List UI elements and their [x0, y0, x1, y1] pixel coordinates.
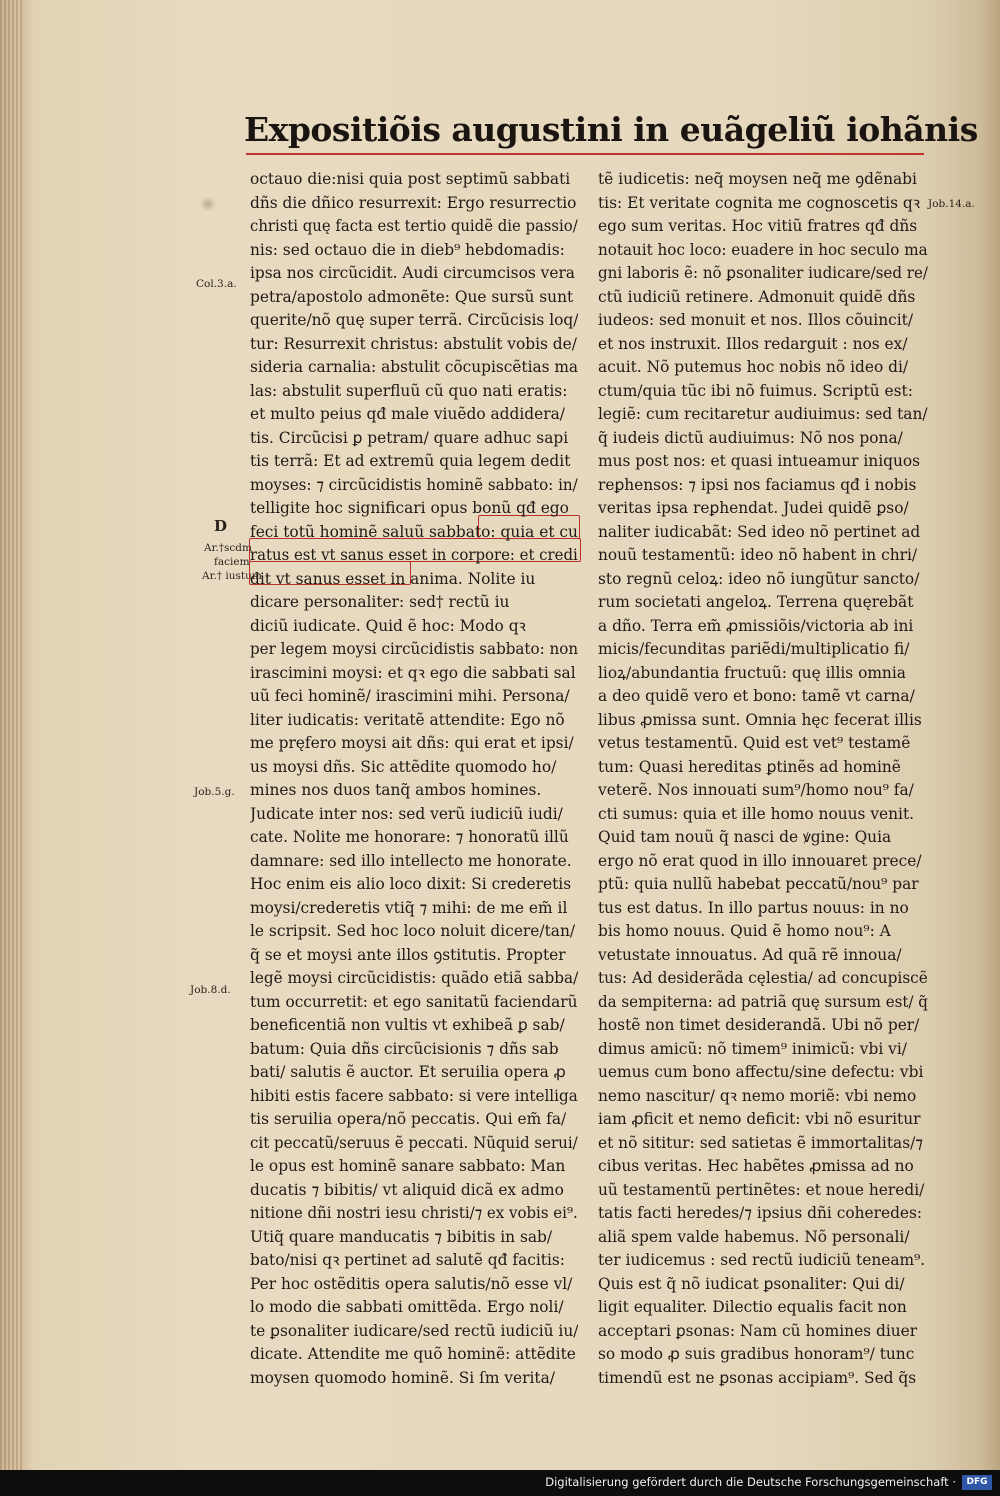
text-line: q̃ se et moysi ante illos ꝯstitutis. Propter [250, 945, 566, 964]
text-line: uemus cum bono affectu/sine defectu: vbi [598, 1063, 924, 1081]
text-line: dicare personaliter: sed† rectũ iu [250, 593, 510, 611]
text-line: tus est datus. In illo partus nouus: in no [598, 898, 909, 917]
margin-note-col: Col.3.a. [196, 278, 237, 290]
text-line: cibus veritas. Hec habẽtes ꝓmissa ad no [598, 1157, 914, 1175]
text-line: tis terrã: Et ad extremũ quia legem dedit [250, 452, 571, 470]
text-line: mus post nos: et quasi intueamur iniquos [598, 452, 921, 470]
text-line: per legem moysi circũcidistis sabbato: non [250, 640, 578, 658]
text-line: nemo nascitur/ qꝛ nemo moriẽ: vbi nemo [598, 1086, 917, 1105]
text-line: dimus amicũ: nõ timem⁹ inimicũ: vbi vi/ [598, 1039, 907, 1058]
text-line: damnare: sed illo intellecto me honorate. [250, 851, 572, 870]
text-line: ratus est vt sanus esset in corpore: et credi [250, 546, 578, 564]
text-line: a dño. Terra em̃ ꝓmissiõis/victoria ab ini [598, 616, 914, 635]
text-line: notauit hoc loco: euadere in hoc seculo ma [598, 240, 928, 259]
text-line: querite/nõ quę super terrã. Circũcisis loq/ [250, 311, 578, 329]
text-line: aliã spem valde habemus. Nõ personali/ [598, 1227, 910, 1246]
text-line: tis seruilia opera/nõ peccatis. Qui em̃ fa/ [250, 1110, 567, 1128]
text-line: hostẽ non timet desiderandã. Ubi nõ per/ [598, 1016, 920, 1034]
text-line: moysi/crederetis vtiq̃ ⁊ mihi: de me em̃ il [250, 898, 568, 917]
text-line: bati/ salutis ẽ auctor. Et seruilia opera ꝓ [250, 1063, 566, 1081]
text-line: veterẽ. Nos innouati sum⁹/homo nou⁹ fa/ [598, 781, 914, 799]
text-line: et nos instruxit. Illos redarguit : nos ex/ [598, 334, 908, 353]
text-line: naliter iudicabãt: Sed ideo nõ pertinet ad [598, 522, 921, 541]
text-line: us moysi dñs. Sic attẽdite quomodo ho/ [250, 757, 557, 776]
text-line: petra/apostolo admonẽte: Que sursũ sunt [250, 287, 574, 306]
text-line: diciũ iudicate. Quid ẽ hoc: Modo qꝛ [250, 616, 526, 635]
text-line: gni laboris ẽ: nõ ꝑsonaliter iudicare/sed re/ [598, 264, 928, 282]
text-line: me pręfero moysi ait dñs: qui erat et ipsi/ [250, 734, 574, 752]
text-line: ipsa nos circũcidit. Audi circumcisos vera [250, 264, 575, 282]
margin-note-ar-secundum: Ar.†scdm [204, 542, 252, 554]
text-line: tum occurretit: et ego sanitatũ faciendarũ [250, 992, 578, 1011]
text-line: octauo die:nisi quia post septimũ sabbati [250, 170, 571, 188]
text-line: a deo quidẽ vero et bono: tamẽ vt carna/ [598, 687, 915, 705]
text-line: micis/fecunditas pariẽdi/multiplicatio fi/ [598, 640, 910, 658]
text-line: tẽ iudicetis: neq̃ moysen neq̃ me ꝯdẽnabi [598, 170, 917, 188]
margin-note-faciem: faciem [214, 556, 250, 568]
text-line: uũ feci hominẽ/ irascimini mihi. Persona/ [250, 687, 570, 705]
text-line: libus ꝓmissa sunt. Omnia hęc fecerat illis [598, 710, 922, 729]
text-line: legẽ moysi circũcidistis: quãdo etiã sabba/ [250, 969, 578, 987]
text-line: et nõ sititur: sed satietas ẽ immortalitas/⁊ [598, 1133, 923, 1152]
text-line: bato/nisi qꝛ pertinet ad salutẽ qđ facitis: [250, 1251, 565, 1269]
text-line: da sempiterna: ad patriã quę sursum est/ q̃ [598, 992, 928, 1011]
text-line: beneficentiã non vultis vt exhibeã ꝑ sab/ [250, 1016, 565, 1034]
text-line: nouũ testamentũ: ideo nõ habent in chri/ [598, 546, 918, 564]
text-line: tis. Circũcisi ꝑ petram/ quare adhuc sapi [250, 428, 569, 447]
text-line: moyses: ⁊ circũcidistis hominẽ sabbato: in/ [250, 475, 578, 494]
text-line: iam ꝓficit et nemo deficit: vbi nõ esuritur [598, 1110, 921, 1128]
text-line: nis: sed octauo die in dieb⁹ hebdomadis: [250, 240, 565, 259]
text-line: feci totũ hominẽ saluũ sabbato: quia et cu [250, 522, 578, 541]
text-line: mines nos duos tanq̃ ambos homines. [250, 781, 542, 799]
text-line: irascimini moysi: et qꝛ ego die sabbati sal [250, 663, 576, 682]
text-line: lioꝝ/abundantia fructuũ: quę illis omnia [598, 663, 906, 682]
text-line: tis: Et veritate cognita me cognoscetis qꝛ [598, 193, 921, 212]
text-line: bis homo nouus. Quid ẽ homo nou⁹: A [598, 922, 891, 940]
text-line: ducatis ⁊ bibitis/ vt aliquid dicã ex admo [250, 1180, 564, 1199]
text-line: Hoc enim eis alio loco dixit: Si crederetis [250, 875, 572, 893]
page-title: Expositiõis augustini in euãgeliũ iohãnis [244, 110, 978, 149]
text-line: iudeos: sed monuit et nos. Illos cõuincit/ [598, 311, 914, 329]
text-line: acuit. Nõ putemus hoc nobis nõ ideo di/ [598, 358, 909, 376]
text-line: hibiti estis facere sabbato: si vere intelliga [250, 1086, 578, 1105]
margin-note-letter-d: D [214, 517, 228, 535]
text-line: cti sumus: quia et ille homo nouus venit. [598, 804, 915, 823]
text-line: cate. Nolite me honorare: ⁊ honoratũ illũ [250, 828, 569, 846]
text-line: Judicate inter nos: sed verũ iudiciũ iudi/ [250, 804, 563, 823]
text-line: le scripsit. Sed hoc loco noluit dicere/tan/ [250, 922, 576, 940]
text-line: reꝑhensos: ⁊ ipsi nos faciamus qđ i nobis [598, 475, 917, 494]
text-line: batum: Quia dñs circũcisionis ⁊ dñs sab [250, 1039, 559, 1058]
text-line: ptũ: quia nullũ habebat peccatũ/nou⁹ par [598, 875, 919, 893]
text-line: christi quę facta est tertio quidẽ die passio/ [250, 217, 578, 235]
text-line: lo modo die sabbati omittẽda. Ergo noli/ [250, 1298, 564, 1316]
text-line: uũ testamentũ pertinẽtes: et noue heredi/ [598, 1180, 925, 1199]
text-line: dicate. Attendite me quõ hominẽ: attẽdite [250, 1345, 576, 1363]
text-line: legiẽ: cum recitaretur audiuimus: sed tan/ [598, 405, 928, 423]
text-line: so modo ꝓ suis gradibus honoram⁹/ tunc [598, 1345, 915, 1363]
text-line: ego sum veritas. Hoc vitiũ fratres qđ dñs [598, 217, 918, 235]
text-line: tatis facti heredes/⁊ ipsius dñi coheredes: [598, 1204, 923, 1222]
text-line: tur: Resurrexit christus: abstulit vobis de/ [250, 334, 577, 353]
text-line: vetus testamentũ. Quid est vet⁹ testamẽ [598, 734, 911, 752]
text-line: veritas ipsa reꝑhendat. Judei quidẽ ꝑso/ [598, 499, 909, 517]
library-stamp [200, 196, 216, 212]
text-line: dit vt sanus esset in anima. Nolite iu [250, 569, 536, 588]
text-line: q̃ iudeis dictũ audiuimus: Nõ nos pona/ [598, 428, 903, 447]
margin-note-job-14: Job.14.a. [928, 198, 975, 210]
text-line: Quid tam nouũ q̃ nasci de ꝟgine: Quia [598, 828, 892, 846]
text-line: tus: Ad desiderãda cęlestia/ ad concupiscẽ [598, 969, 928, 987]
text-line: las: abstulit superfluũ cũ quo nati eratis: [250, 381, 568, 400]
text-line: Per hoc ostẽditis opera salutis/nõ esse vl/ [250, 1274, 573, 1293]
funding-credit: Digitalisierung gefördert durch die Deutsche Forschungsgemeinschaft · [545, 1475, 956, 1489]
text-line: timendũ est ne ꝑsonas accipiam⁹. Sed q̃s [598, 1368, 917, 1387]
footer-bar [0, 1470, 1000, 1496]
text-line: Quis est q̃ nõ iudicat ꝑsonaliter: Qui di/ [598, 1274, 905, 1293]
title-underline [246, 153, 924, 155]
text-line: ter iudicemus : sed rectũ iudiciũ teneam⁹. [598, 1251, 926, 1269]
text-line: liter iudicatis: veritatẽ attendite: Ego nõ [250, 710, 565, 729]
margin-note-job-8: Job.8.d. [190, 984, 231, 996]
text-line: moysen quomodo hominẽ. Si ſm verita/ [250, 1368, 555, 1387]
text-line: dñs die dñico resurrexit: Ergo resurrectio [250, 193, 577, 212]
text-line: rum societati angeloꝝ. Terrena quęrebãt [598, 593, 914, 611]
text-line: tum: Quasi hereditas ꝑtinẽs ad hominẽ [598, 757, 901, 776]
text-line: telligite hoc significari opus bonũ qđ ego [250, 499, 569, 517]
text-line: sideria carnalia: abstulit cõcupiscẽtias ma [250, 358, 578, 376]
text-line: Utiq̃ quare manducatis ⁊ bibitis in sab/ [250, 1227, 553, 1246]
dfg-logo: DFG [962, 1475, 992, 1490]
text-line: vetustate innouatus. Ad quã rẽ innoua/ [598, 945, 902, 964]
text-line: le opus est hominẽ sanare sabbato: Man [250, 1157, 566, 1175]
page-edge-shading [0, 0, 22, 1470]
text-line: acceptari ꝑsonas: Nam cũ homines diuer [598, 1321, 918, 1340]
text-line: ergo nõ erat quod in illo innouaret prece/ [598, 851, 922, 870]
text-line: ligit equaliter. Dilectio equalis facit non [598, 1298, 907, 1316]
text-line: ctũ iudiciũ retinere. Admonuit quidẽ dñs [598, 287, 916, 306]
text-line: te ꝑsonaliter iudicare/sed rectũ iudiciũ iu/ [250, 1321, 578, 1340]
text-line: sto regnũ celoꝝ: ideo nõ iungũtur sancto/ [598, 569, 920, 588]
text-line: ctum/quia tũc ibi nõ fuimus. Scriptũ est: [598, 381, 913, 400]
text-line: nitione dñi nostri iesu christi/⁊ ex vobis ei⁹. [250, 1204, 578, 1222]
text-line: cit peccatũ/seruus ẽ peccati. Nũquid serui/ [250, 1133, 578, 1152]
text-line: et multo peius qđ male viuẽdo addidera/ [250, 405, 565, 423]
text-column-left [250, 168, 578, 1390]
margin-note-ar-iustum: Ar.† iustum [202, 570, 262, 582]
text-column-right [598, 168, 928, 1390]
margin-note-job-5: Job.5.g. [194, 786, 235, 798]
